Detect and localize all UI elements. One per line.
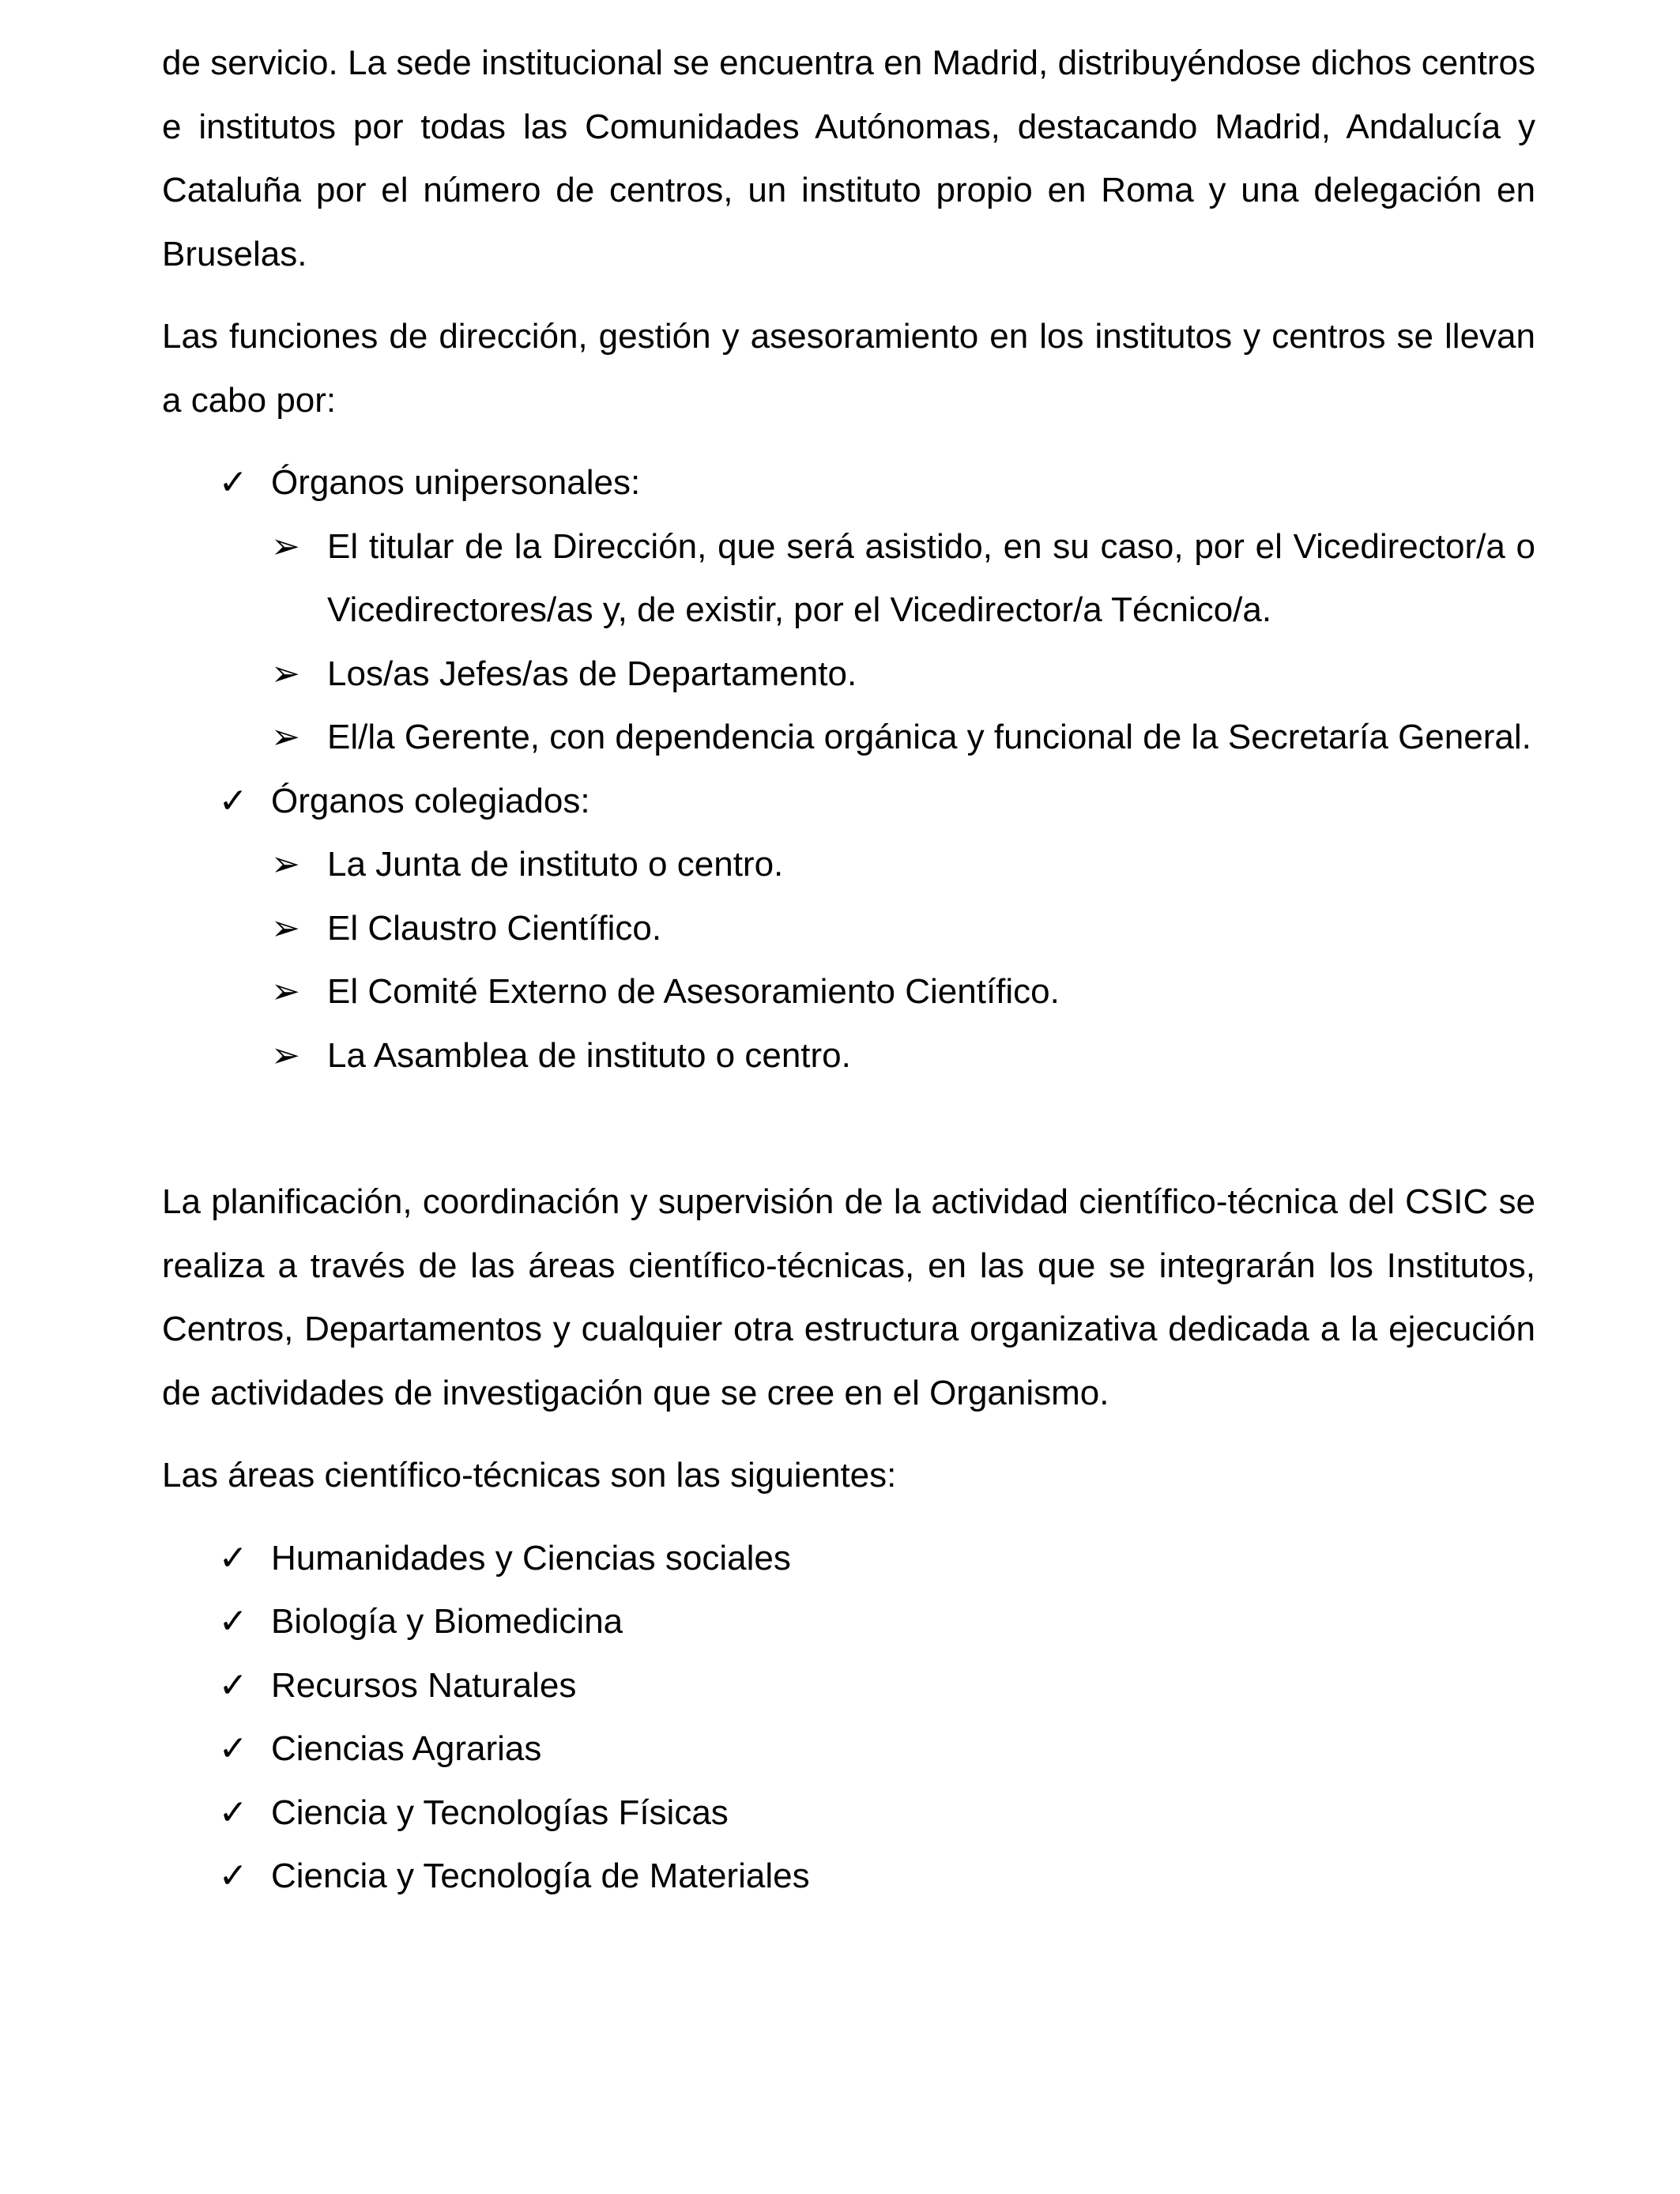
list-item [162, 1654, 1535, 1718]
list-item [162, 1845, 1535, 1909]
arrow-bullet-icon: ➢ [271, 718, 300, 756]
organos-colegiados [162, 770, 1535, 1088]
list-item [162, 1590, 1535, 1654]
list-item-text: Ciencia y Tecnología de Materiales [271, 1857, 810, 1895]
list-item [162, 897, 1535, 961]
list-item [162, 643, 1535, 707]
list-item-text: La Asamblea de instituto o centro. [327, 1035, 851, 1075]
list-item-text: El/la Gerente, con dependencia orgánica y funcional de la Secretaría General. [327, 718, 1531, 756]
checkmark-icon: ✓ [218, 1665, 248, 1705]
paragraph-planificacion: La planificación, coordinación y supervisión de la actividad científico-técnica del CSIC se realiza a través de las áreas científico-técnicas, en las que se integrarán los Institutos, Centros, Departamentos y cualquier otra estructura organizativa dedicada a la ejecución de actividades de investigación que se cree en el Organismo. [162, 1182, 1535, 1412]
checkmark-icon: ✓ [218, 1857, 248, 1895]
checkmark-icon: ✓ [218, 781, 248, 820]
spacer [162, 432, 1535, 451]
list-item [162, 515, 1535, 643]
checkmark-icon: ✓ [218, 1729, 248, 1768]
organos-unipersonales [162, 451, 1535, 770]
list-item-text: Ciencia y Tecnologías Físicas [271, 1793, 729, 1832]
list-item-text: Biología y Biomedicina [271, 1602, 623, 1641]
document-page [162, 32, 1535, 1909]
areas-list [162, 1527, 1535, 1909]
list-item [162, 833, 1535, 897]
spacer [162, 1425, 1535, 1444]
organos-colegiados-list [271, 833, 1535, 1088]
checkmark-icon: ✓ [218, 463, 248, 502]
arrow-bullet-icon: ➢ [271, 972, 300, 1011]
list-item-text: Ciencias Agrarias [271, 1729, 542, 1768]
arrow-bullet-icon: ➢ [271, 908, 300, 948]
arrow-bullet-icon: ➢ [271, 845, 300, 884]
paragraph-funciones: Las funciones de dirección, gestión y asesoramiento en los institutos y centros se llevan a cabo por: [162, 317, 1535, 420]
arrow-bullet-icon: ➢ [271, 1035, 300, 1075]
spacer [162, 1088, 1535, 1171]
organos-list [162, 451, 1535, 1088]
checkmark-icon: ✓ [218, 1793, 248, 1832]
list-item-text: Humanidades y Ciencias sociales [271, 1538, 791, 1578]
list-item-text: El titular de la Dirección, que será asistido, en su caso, por el Vicedirector/a o Vicedirectores/as y, de existir, por el Vicedirector/a Técnico/a. [327, 526, 1535, 629]
list-item [162, 1717, 1535, 1781]
list-item [162, 1527, 1535, 1591]
list-item-text: Recursos Naturales [271, 1665, 577, 1705]
list-item-text: Los/as Jefes/as de Departamento. [327, 654, 857, 693]
paragraph-sede: de servicio. La sede institucional se encuentra en Madrid, distribuyéndose dichos centros e institutos por todas las Comunidades Autónomas, destacando Madrid, Andalucía y Cataluña por el número de centros, un instituto propio en Roma y una delegación en Bruselas. [162, 43, 1535, 273]
list-item-text: El Claustro Científico. [327, 908, 662, 948]
organos-unipersonales-list [271, 515, 1535, 770]
spacer [162, 286, 1535, 305]
paragraph-areas-intro: Las áreas científico-técnicas son las siguientes: [162, 1456, 897, 1495]
organos-group-label: Órganos unipersonales: [271, 463, 641, 502]
arrow-bullet-icon: ➢ [271, 526, 300, 566]
list-item-text: El Comité Externo de Asesoramiento Científico. [327, 972, 1060, 1011]
list-item [162, 1024, 1535, 1088]
arrow-bullet-icon: ➢ [271, 654, 300, 693]
list-item [162, 960, 1535, 1024]
list-item [162, 1781, 1535, 1845]
organos-group-label: Órganos colegiados: [271, 781, 590, 820]
checkmark-icon: ✓ [218, 1602, 248, 1641]
spacer [162, 1508, 1535, 1527]
checkmark-icon: ✓ [218, 1538, 248, 1578]
list-item [162, 706, 1535, 770]
list-item-text: La Junta de instituto o centro. [327, 845, 784, 884]
